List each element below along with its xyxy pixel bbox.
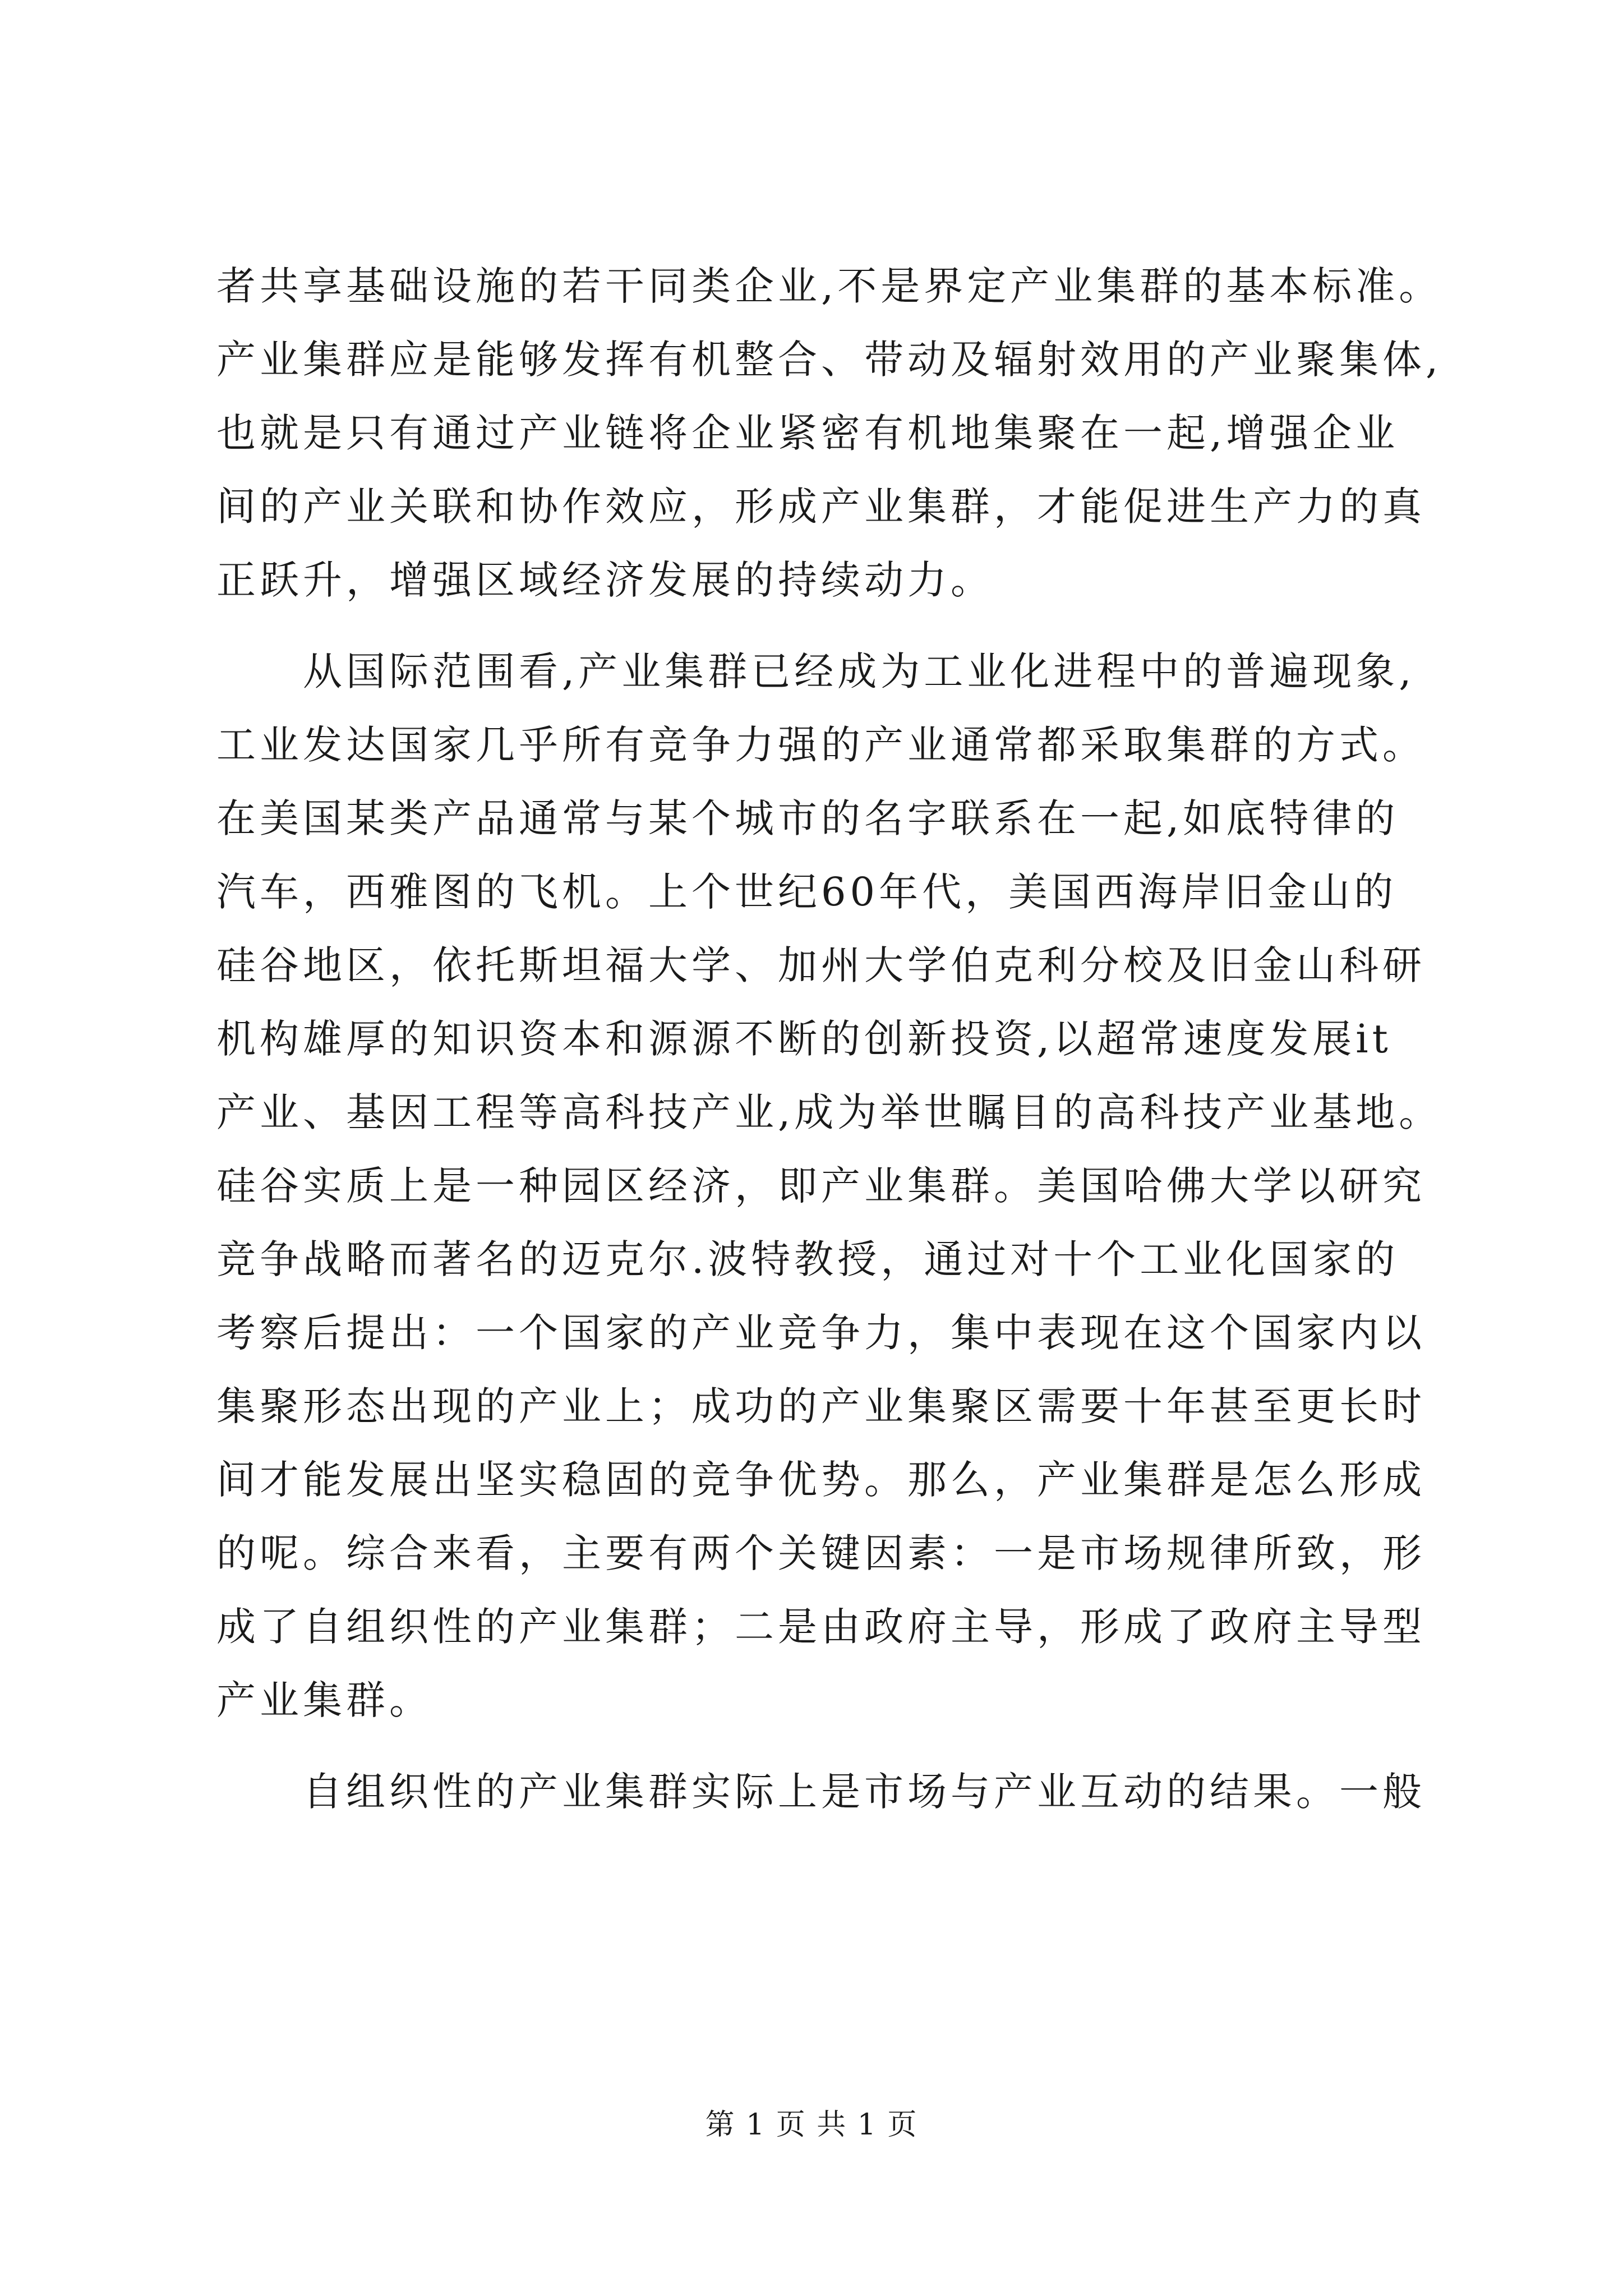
text-line: 工业发达国家几乎所有竞争力强的产业通常都采取集群的方式。 [216,722,1426,768]
text-line: 汽车，西雅图的飞机。上个世纪60年代，美国西海岸旧金山的 [216,869,1398,915]
paragraph-1 [216,250,1442,617]
text-line-first: 自组织性的产业集群实际上是市场与产业互动的结果。一般 [303,1769,1426,1815]
text-line: 间的产业关联和协作效应，形成产业集群，才能促进生产力的真 [216,484,1426,530]
page-number-footer: 第 1 页 共 1 页 [705,2108,918,2142]
text-line: 成了自组织性的产业集群；二是由政府主导，形成了政府主导型 [216,1604,1426,1650]
text-line: 集聚形态出现的产业上；成功的产业集聚区需要十年甚至更长时 [216,1383,1426,1429]
document-body [216,250,1442,1829]
text-line: 在美国某类产品通常与某个城市的名字联系在一起,如底特律的 [216,795,1399,841]
paragraph-3 [216,1755,1428,1829]
text-line: 也就是只有通过产业链将企业紧密有机地集聚在一起,增强企业 [216,410,1399,456]
paragraph-spacer [216,617,1428,635]
paragraph-2 [216,635,1442,1737]
text-line: 硅谷实质上是一种园区经济，即产业集群。美国哈佛大学以研究 [216,1163,1426,1209]
text-line: 机构雄厚的知识资本和源源不断的创新投资,以超常速度发展it [216,1016,1392,1062]
text-line: 正跃升，增强区域经济发展的持续动力。 [216,557,994,603]
text-line: 竞争战略而著名的迈克尔.波特教授，通过对十个工业化国家的 [216,1236,1399,1282]
text-line-first: 从国际范围看,产业集群已经成为工业化进程中的普遍现象, [303,648,1415,694]
text-line: 者共享基础设施的若干同类企业,不是界定产业集群的基本标准。 [216,263,1442,309]
text-line: 产业集群应是能够发挥有机整合、带动及辐射效用的产业聚集体, [216,337,1442,383]
text-line: 间才能发展出坚实稳固的竞争优势。那么，产业集群是怎么形成 [216,1457,1426,1503]
paragraph-spacer [216,1737,1428,1755]
text-line: 考察后提出：一个国家的产业竞争力，集中表现在这个国家内以 [216,1310,1426,1356]
text-line: 产业、基因工程等高科技产业,成为举世瞩目的高科技产业基地。 [216,1089,1442,1135]
text-line: 的呢。综合来看，主要有两个关键因素：一是市场规律所致，形 [216,1530,1426,1576]
text-line: 产业集群。 [216,1677,432,1723]
text-line: 硅谷地区，依托斯坦福大学、加州大学伯克利分校及旧金山科研 [216,942,1426,988]
